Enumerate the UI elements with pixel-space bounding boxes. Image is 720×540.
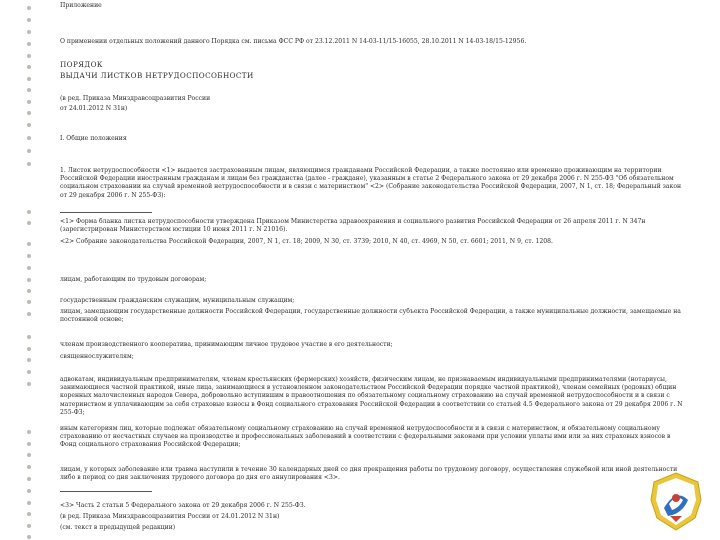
bullet-icon: [27, 335, 31, 339]
bullet-icon: [27, 430, 31, 434]
bullet-icon: [27, 300, 31, 304]
bullet-icon: [27, 221, 31, 225]
bullet-icon: [27, 77, 31, 81]
footnote-1[interactable]: <1> Форма бланка листка нетрудоспособности утверждена Приказом Министерства здравоохранения и социального развития Российской Федерации от 26 апреля 2011 г. N 347н (зарегистрирован Министерством юстиции 10 июня 2011 г. N 21016).: [60, 218, 646, 234]
bullet-icon: [27, 210, 31, 214]
bullet-icon: [27, 123, 31, 127]
bullet-icon: [27, 382, 31, 386]
bullet-icon: [27, 54, 31, 58]
list-item-1: лицам, работающим по трудовым договорам;: [60, 276, 207, 283]
bullet-icon: [27, 242, 31, 246]
bullet-icon: [27, 6, 31, 10]
note-link[interactable]: О применении отдельных положений данного Порядка см. письма ФСС РФ от 23.12.2011 N 14-03-11/15-16055, 28.10.2011 N 14-03-18/15-12956.: [60, 38, 527, 45]
paragraph-1: 1. Листок нетрудоспособности <1> выдается застрахованным лицам, являющимся гражданами Российской Федерации, а также постоянно или временно проживающим на территории Российской Федерации иностранным гражданам и лицам без гражданства (далее - граждане), указанным в статье 2 Федерального закона от 29 декабря 2006 г. N 255-ФЗ "Об обязательном социальном страховании на случай временной нетрудоспособности и в связи с материнством" <2> (Собрание законодательства Российской Федерации, 2007, N 1, ст. 18; Федеральный закон от 29 декабря 2006 г. N 255-ФЗ):: [60, 167, 682, 199]
edition-note-line-2[interactable]: от 24.01.2012 N 31н): [60, 105, 128, 112]
bullet-icon: [27, 347, 31, 351]
bullet-icon: [27, 289, 31, 293]
appendix-label: Приложение: [60, 2, 102, 9]
bullet-icon: [27, 136, 31, 140]
list-item-5: священнослужителям;: [60, 353, 134, 360]
list-item-3: лицам, замещающим государственные должности Российской Федерации, государственные должности субъекта Российской Федерации, а также муниципальные должности, замещаемые на постоянной основе;: [60, 308, 681, 324]
doc-title-line-2: ВЫДАЧИ ЛИСТКОВ НЕТРУДОСПОСОБНОСТИ: [60, 71, 254, 80]
bullet-icon: [27, 18, 31, 22]
bullet-icon: [27, 370, 31, 374]
doc-title-line-1: ПОРЯДОК: [60, 60, 103, 69]
bullet-icon: [27, 42, 31, 46]
bullet-icon: [27, 149, 31, 153]
bullet-icon: [27, 266, 31, 270]
fss-emblem-icon: [646, 470, 706, 534]
bullet-icon: [27, 489, 31, 493]
bullet-icon: [27, 312, 31, 316]
bullet-icon: [27, 512, 31, 516]
bullet-icon: [27, 477, 31, 481]
edition-note-3[interactable]: (в ред. Приказа Минздравсоцразвития России от 24.01.2012 N 31н): [60, 513, 280, 520]
bullet-icon: [27, 358, 31, 362]
bullet-icon: [27, 111, 31, 115]
footnote-3[interactable]: <3> Часть 2 статьи 5 Федерального закона от 29 декабря 2006 г. N 255-ФЗ.: [60, 502, 306, 509]
section-heading: I. Общие положения: [60, 135, 127, 142]
bullet-icon: [27, 254, 31, 258]
list-item-4: членам производственного кооператива, принимающим личное трудовое участие в его деятельности;: [60, 341, 393, 348]
list-item-2: государственным гражданским служащим, муниципальным служащим;: [60, 297, 295, 304]
list-item-8: лицам, у которых заболевание или травма наступили в течение 30 календарных дней со дня прекращения работы по трудовому договору, осуществления служебной или иной деятельности либо в период со дня заключения трудового договора до дня его аннулирования <3>.: [60, 466, 678, 482]
edition-note-line-1: (в ред. Приказа Минздравсоцразвития России: [60, 95, 211, 102]
bullet-icon: [27, 162, 31, 166]
footnote-2: <2> Собрание законодательства Российской Федерации, 2007, N 1, ст. 18; 2009, N 30, ст. 3739; 2010, N 40, ст. 4969, N 50, ст. 6601; 2011, N 9, ст. 1208.: [60, 238, 553, 245]
footnote-divider: [60, 491, 152, 492]
bullet-icon: [27, 88, 31, 92]
bullet-icon: [27, 30, 31, 34]
list-item-7: иным категориям лиц, которые подлежат обязательному социальному страхованию на случай временной нетрудоспособности и в связи с материнством, и обязательному социальному страхованию от несчастных случаев на производстве и профессиональных заболеваний в соответствии с федеральными законами при условии уплаты ими или за них страховых взносов в Фонд социального страхования Российской Федерации;: [60, 425, 671, 449]
list-item-6[interactable]: адвокатам, индивидуальным предпринимателям, членам крестьянских (фермерских) хозяйств, физическим лицам, не признаваемым индивидуальными предпринимателями (нотариусы, занимающиеся частной практикой, иные лица, занимающиеся в установленном законодательством Российской Федерации порядке частной практикой), членам семейных (родовых) общин коренных малочисленных народов Севера, добровольно вступившим в правоотношения по обязательному социальному страхованию на случай временной нетрудоспособности и в связи с материнством и уплачивающим за себя страховые взносы в Фонд социального страхования Российской Федерации в соответствии со статьей 4.5 Федерального закона от 29 декабря 2006 г. N 255-ФЗ;: [60, 376, 683, 416]
previous-edition-link[interactable]: (см. текст в предыдущей редакции): [60, 524, 176, 531]
bullet-icon: [27, 453, 31, 457]
bullet-icon: [27, 100, 31, 104]
bullet-icon: [27, 65, 31, 69]
bullet-icon: [27, 465, 31, 469]
bullet-icon: [27, 278, 31, 282]
bullet-icon: [27, 535, 31, 539]
bullet-icon: [27, 442, 31, 446]
bullet-icon: [27, 501, 31, 505]
bullet-icon: [27, 524, 31, 528]
footnote-divider: [60, 212, 152, 213]
